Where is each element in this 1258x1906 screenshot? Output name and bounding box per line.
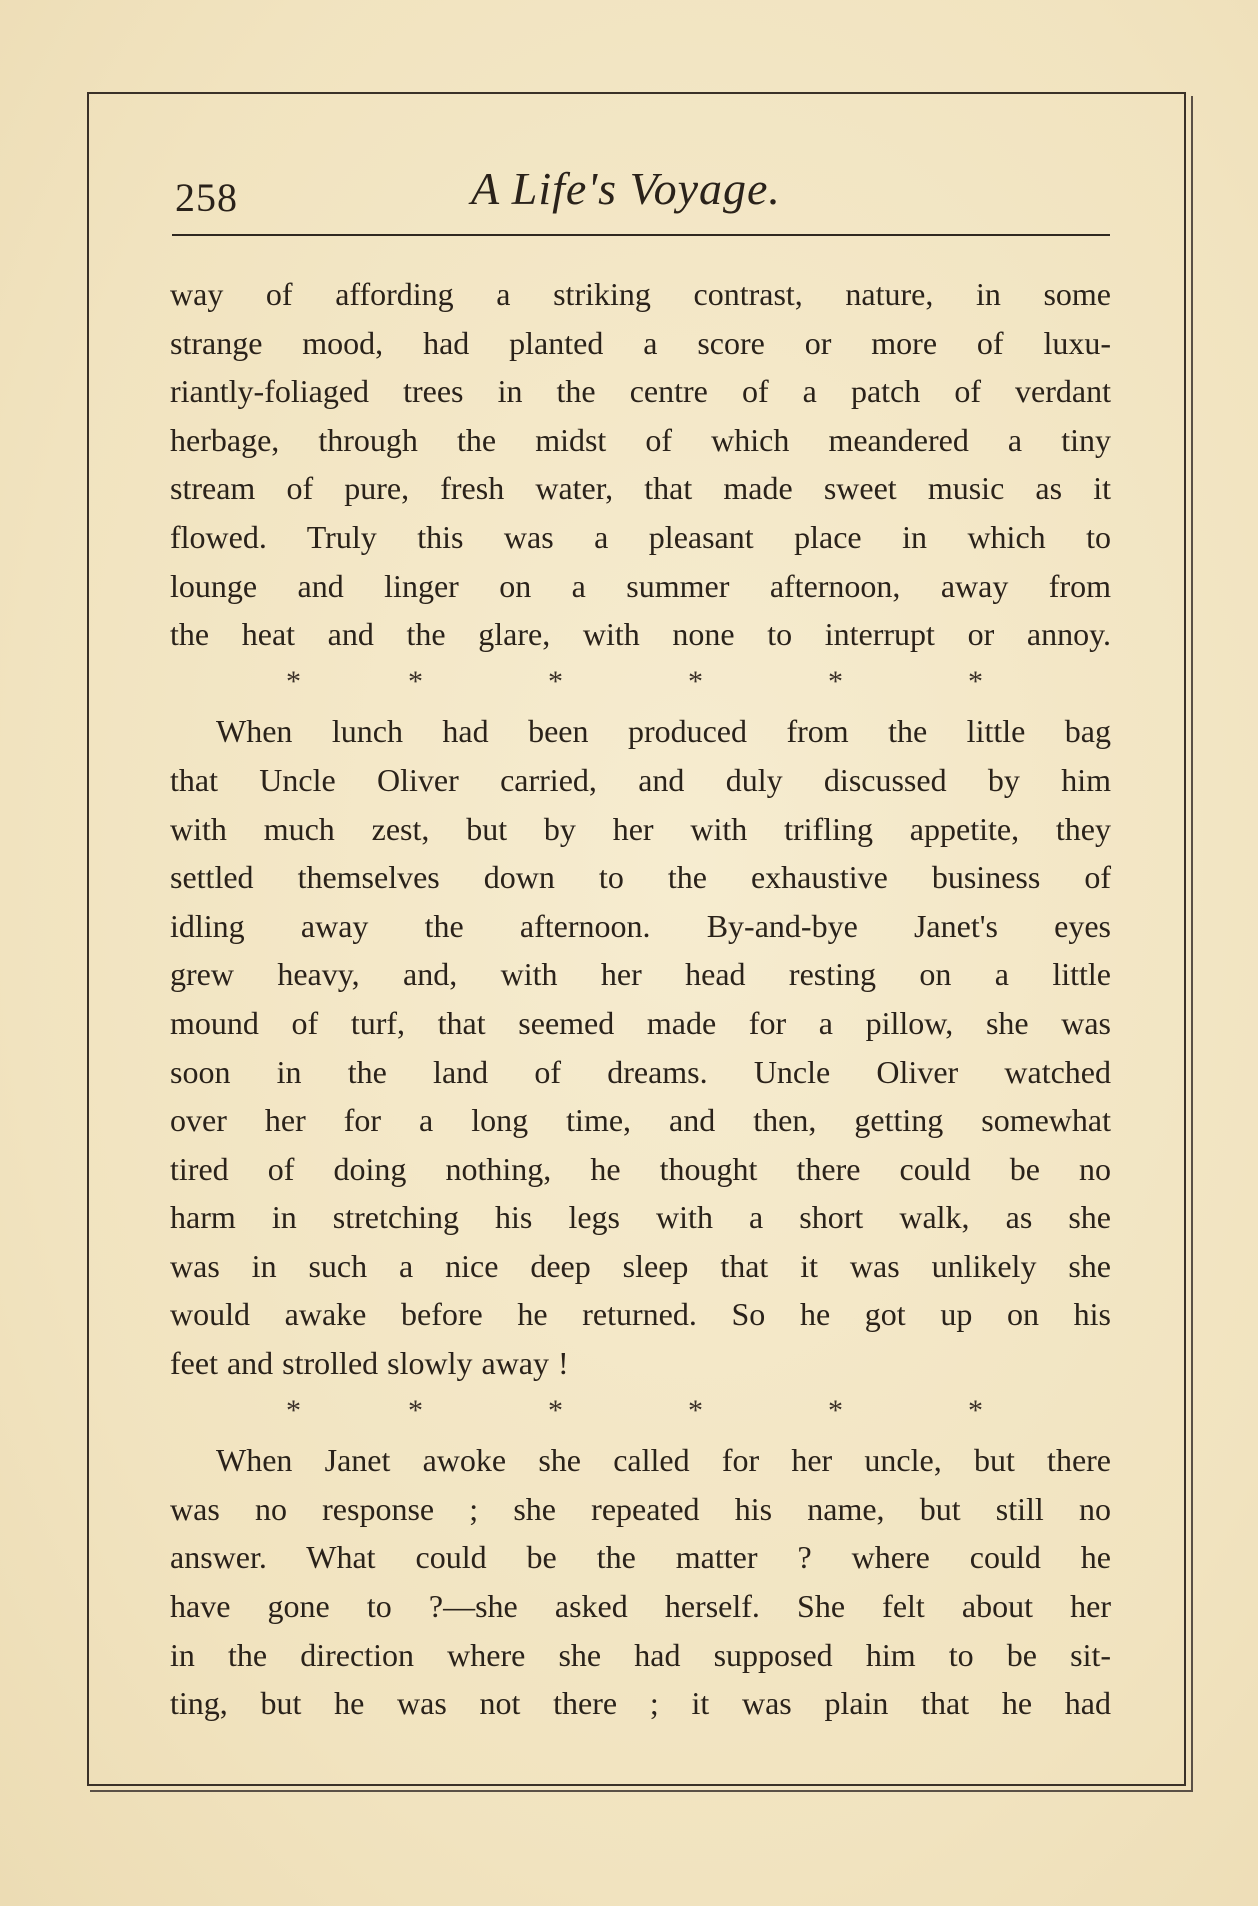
text-line: When Janet awoke she called for her uncle, but there — [216, 1442, 1111, 1479]
text-line: settled themselves down to the exhaustive business of — [170, 859, 1111, 896]
page-border-bottom-shadow — [90, 1790, 1193, 1792]
text-line: would awake before he returned. So he got up on his — [170, 1296, 1111, 1333]
text-line: grew heavy, and, with her head resting on a little — [170, 956, 1111, 993]
running-title: A Life's Voyage. — [471, 163, 781, 214]
text-line: flowed. Truly this was a pleasant place in which to — [170, 518, 1111, 555]
header-rule — [172, 234, 1110, 236]
text-line: stream of pure, fresh water, that made sweet music as it — [170, 470, 1111, 507]
asterisk: * — [408, 1393, 423, 1427]
text-line: idling away the afternoon. By-and-bye Janet's eyes — [170, 907, 1111, 944]
page-number: 258 — [175, 175, 238, 220]
asterisk: * — [688, 1393, 703, 1427]
text-line: When lunch had been produced from the little bag — [216, 713, 1111, 750]
page-header — [171, 162, 1111, 222]
paragraph-3 — [170, 1436, 1111, 1728]
asterisk: * — [828, 1393, 843, 1427]
paragraph-2 — [170, 707, 1111, 1387]
text-line: lounge and linger on a summer afternoon, away from — [170, 567, 1111, 604]
text-line: have gone to ?—she asked herself. She felt about her — [170, 1588, 1111, 1625]
asterisk: * — [968, 664, 983, 698]
text-line: mound of turf, that seemed made for a pillow, she was — [170, 1004, 1111, 1041]
section-separator — [170, 659, 1111, 708]
text-line: that Uncle Oliver carried, and duly discussed by him — [170, 761, 1111, 798]
asterisk: * — [548, 1393, 563, 1427]
text-line: was no response ; she repeated his name, but still no — [170, 1490, 1111, 1527]
asterisk: * — [286, 664, 301, 698]
text-line: feet and strolled slowly away ! — [170, 1345, 569, 1382]
text-line: way of affording a striking contrast, nature, in some — [170, 276, 1111, 312]
body-text — [170, 270, 1111, 1728]
text-line: herbage, through the midst of which meandered a tiny — [170, 421, 1111, 458]
asterisk: * — [286, 1393, 301, 1427]
text-line: answer. What could be the matter ? where could he — [170, 1539, 1111, 1576]
asterisk: * — [408, 664, 423, 698]
page-border-right-shadow — [1191, 96, 1193, 1792]
asterisk: * — [828, 664, 843, 698]
text-line: riantly-foliaged trees in the centre of a patch of verdant — [170, 373, 1111, 410]
text-line: the heat and the glare, with none to interrupt or annoy. — [170, 616, 1111, 653]
text-line: over her for a long time, and then, getting somewhat — [170, 1102, 1111, 1139]
text-line: soon in the land of dreams. Uncle Oliver watched — [170, 1053, 1111, 1090]
text-line: with much zest, but by her with trifling appetite, they — [170, 810, 1111, 847]
asterisk: * — [548, 664, 563, 698]
text-line: in the direction where she had supposed him to be sit- — [170, 1636, 1111, 1673]
text-line: harm in stretching his legs with a short walk, as she — [170, 1199, 1111, 1236]
paragraph-1 — [170, 270, 1111, 659]
asterisk: * — [688, 664, 703, 698]
text-line: ting, but he was not there ; it was plain that he had — [170, 1685, 1111, 1722]
section-separator — [170, 1388, 1111, 1437]
text-line: tired of doing nothing, he thought there could be no — [170, 1150, 1111, 1187]
text-line: was in such a nice deep sleep that it was unlikely she — [170, 1247, 1111, 1284]
asterisk: * — [968, 1393, 983, 1427]
text-line: strange mood, had planted a score or more of luxu- — [170, 324, 1111, 361]
